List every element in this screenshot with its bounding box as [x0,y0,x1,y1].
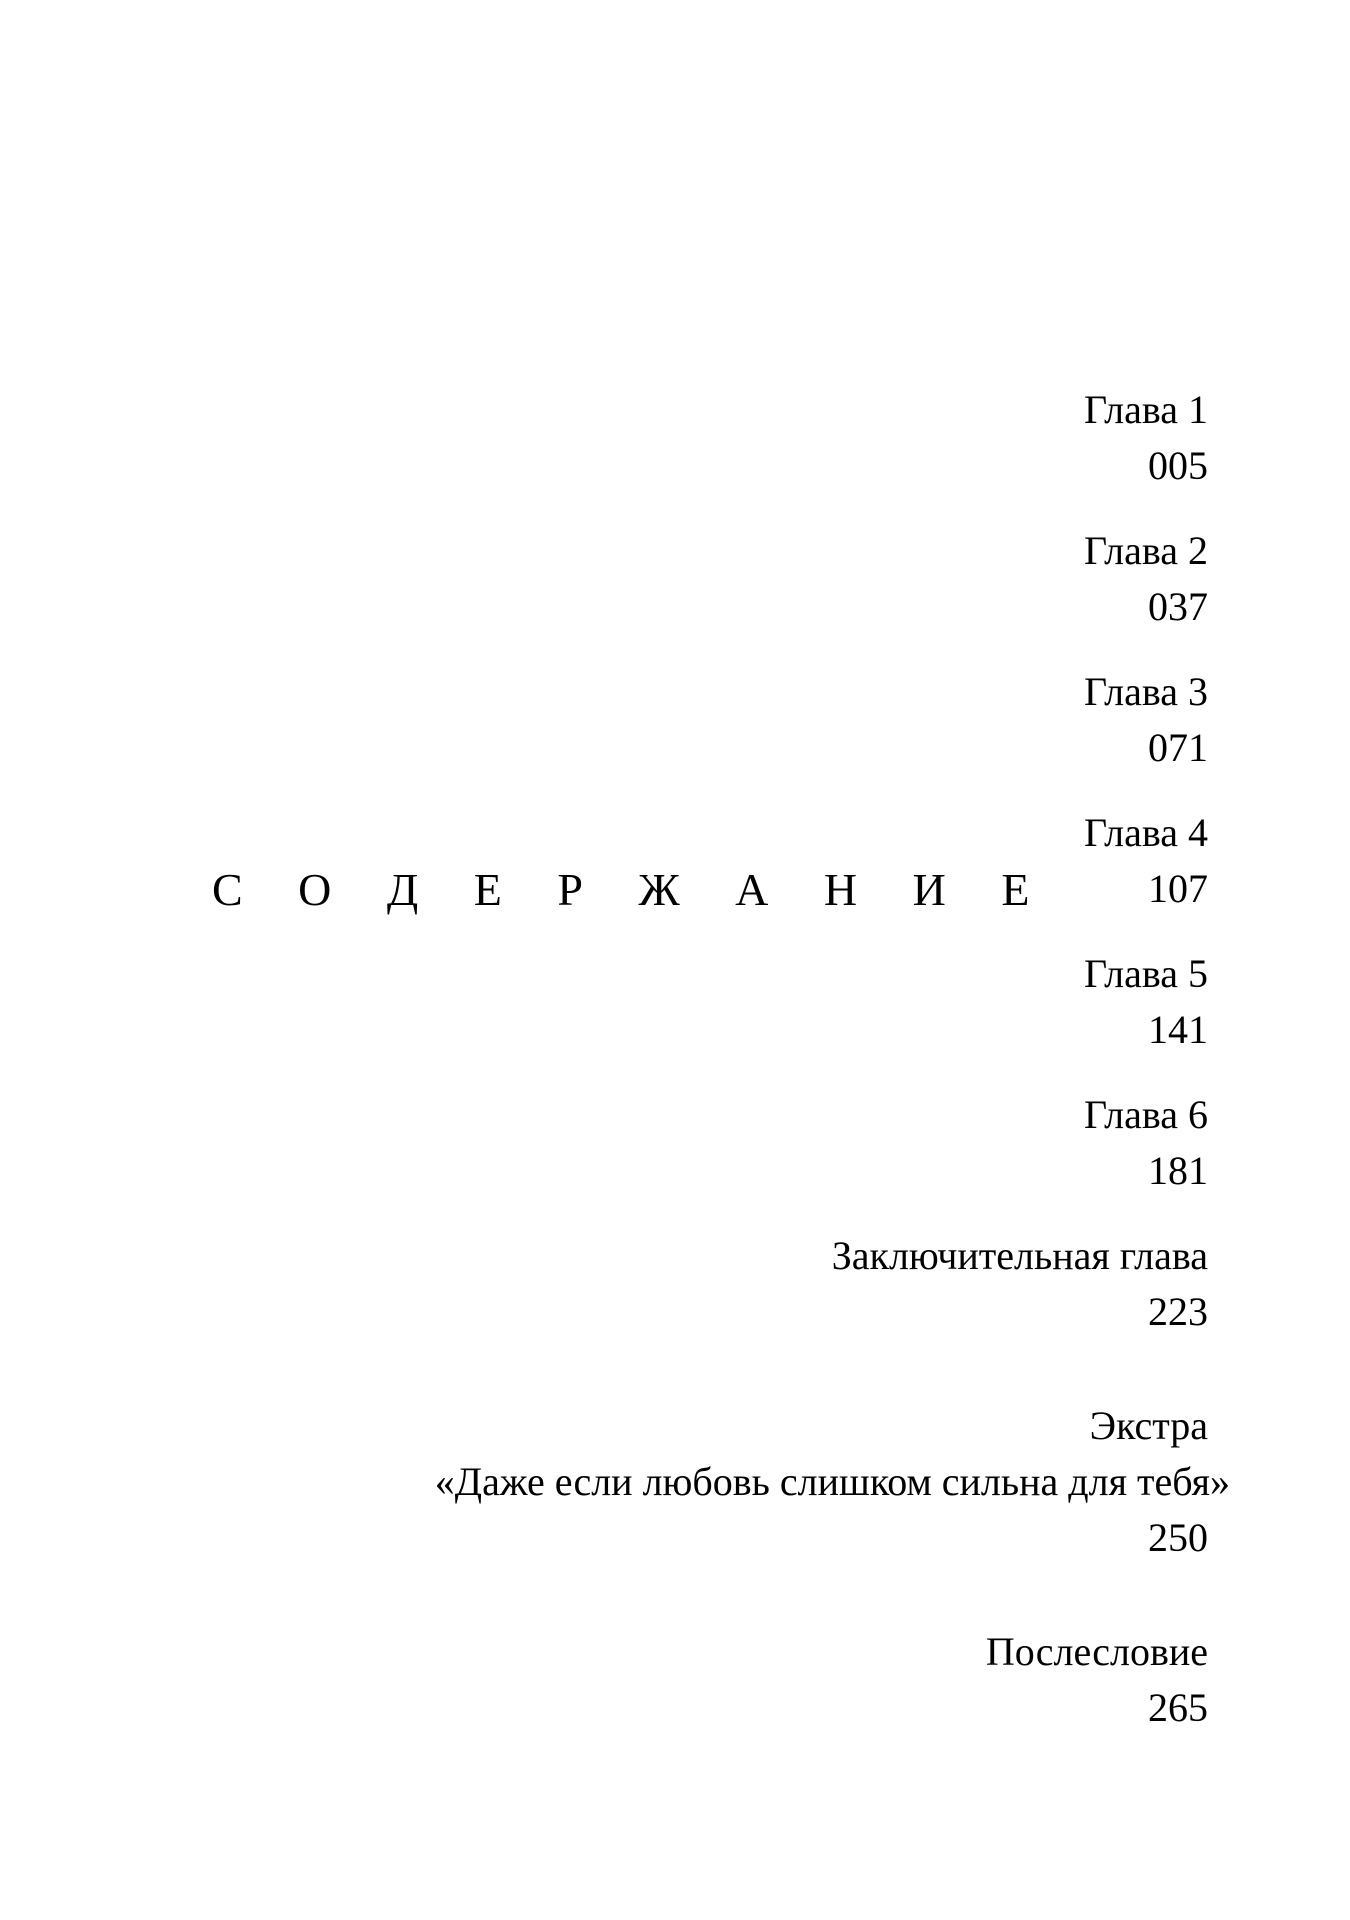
toc-extra-page: 250 [1148,1515,1208,1560]
toc-entry-title: Глава 6 [1084,1092,1208,1137]
toc-afterword-title: Послесловие [985,1629,1208,1674]
toc-extra-subtitle: «Даже если любовь слишком сильна для тебя» [434,1459,1230,1504]
toc-entry-title: Глава 3 [1084,669,1208,714]
toc-entry-page: 181 [1148,1148,1208,1193]
toc-extra-title: Экстра [1089,1403,1208,1448]
toc-entry-page: 071 [1148,725,1208,770]
toc-entry-title: Глава 2 [1084,528,1208,573]
toc-entry-page: 037 [1148,584,1208,629]
toc-entry-page: 141 [1148,1007,1208,1052]
toc-afterword-page: 265 [1148,1685,1208,1730]
toc-entry-page: 107 [1148,866,1208,911]
contents-heading: С О Д Е Р Ж А Н И Е [212,864,1052,915]
toc-entry-title: Заключительная глава [831,1233,1208,1278]
toc-entry-page: 005 [1148,443,1208,488]
toc-entry-page: 223 [1148,1289,1208,1334]
toc-entry-title: Глава 4 [1084,810,1208,855]
toc-entry-title: Глава 1 [1084,387,1208,432]
toc-entry-title: Глава 5 [1084,951,1208,996]
